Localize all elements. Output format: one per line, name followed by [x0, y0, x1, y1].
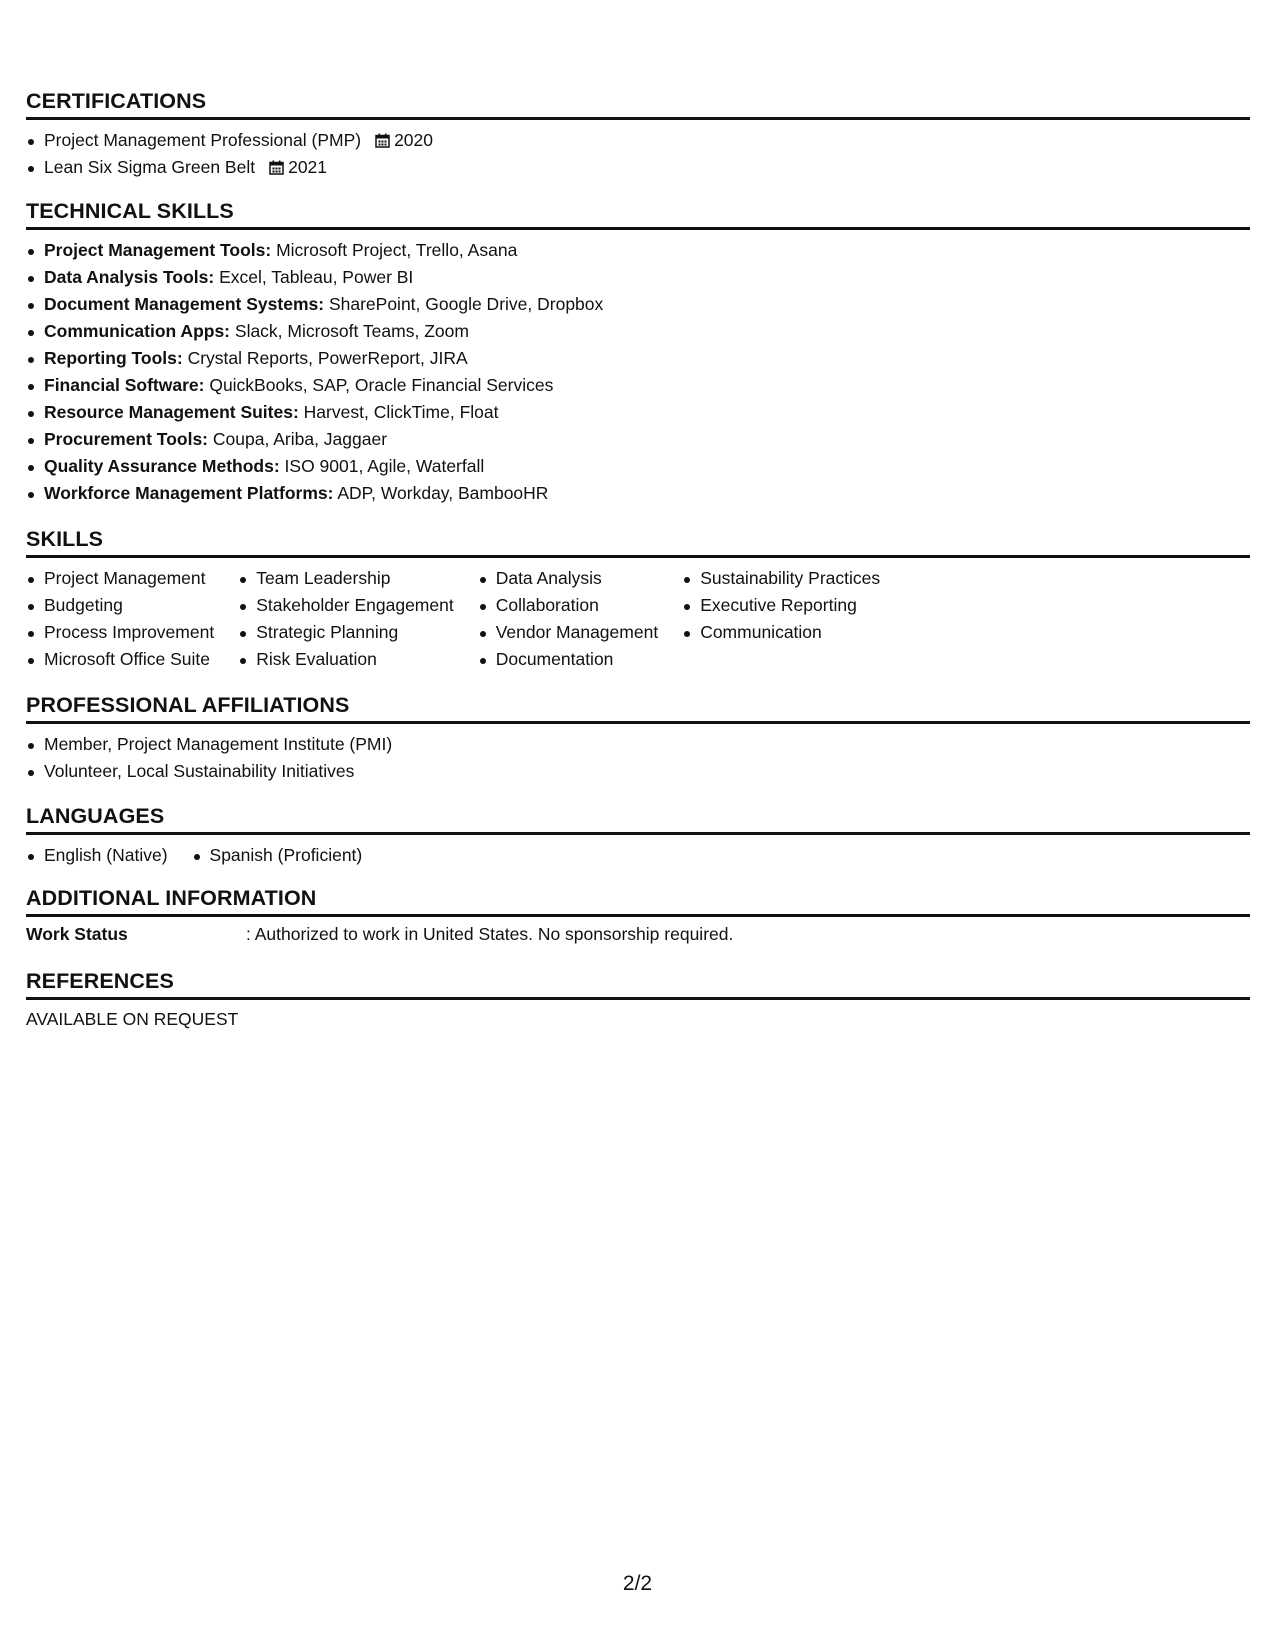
skill-item: Vendor Management: [478, 619, 658, 646]
skill-item: Team Leadership: [238, 565, 454, 592]
certifications-list: [26, 127, 1250, 181]
certifications-heading: CERTIFICATIONS: [26, 88, 1250, 120]
technical-skill-item: [26, 399, 1250, 426]
technical-skill-label: Procurement Tools:: [44, 429, 209, 449]
references-section: [26, 968, 1250, 1033]
technical-skill-item: [26, 453, 1250, 480]
page-number: 2/2: [622, 1572, 653, 1595]
skill-item: Sustainability Practices: [682, 565, 880, 592]
skill-item: Data Analysis: [478, 565, 658, 592]
certification-item: [26, 154, 1250, 181]
technical-skill-label: Resource Management Suites:: [44, 402, 299, 422]
technical-skill-label: Communication Apps:: [44, 321, 231, 341]
technical-skill-label: Quality Assurance Methods:: [44, 456, 280, 476]
technical-skill-label: Project Management Tools:: [44, 240, 272, 260]
technical-skill-item: [26, 264, 1250, 291]
technical-skill-value: Slack, Microsoft Teams, Zoom: [234, 321, 469, 341]
technical-skill-label: Document Management Systems:: [44, 294, 325, 314]
technical-skill-value: QuickBooks, SAP, Oracle Financial Services: [209, 375, 554, 395]
skill-item: Process Improvement: [26, 619, 214, 646]
skill-item: Strategic Planning: [238, 619, 454, 646]
technical-skills-section: [26, 198, 1250, 507]
skills-column: [238, 565, 454, 673]
technical-skills-list: [26, 237, 1250, 507]
certification-item: [26, 127, 1250, 154]
languages-heading: LANGUAGES: [26, 803, 1250, 835]
technical-skill-label: Workforce Management Platforms:: [44, 483, 334, 503]
skills-heading: SKILLS: [26, 526, 1250, 558]
skill-item: Project Management: [26, 565, 214, 592]
technical-skill-value: Coupa, Ariba, Jaggaer: [212, 429, 388, 449]
skill-item: Communication: [682, 619, 880, 646]
technical-skill-value: ISO 9001, Agile, Waterfall: [284, 456, 485, 476]
skills-column: [682, 565, 880, 673]
language-item: English (Native): [26, 842, 168, 869]
skill-item: Microsoft Office Suite: [26, 646, 214, 673]
calendar-icon: [269, 160, 284, 175]
skills-column: [478, 565, 658, 673]
technical-skill-label: Reporting Tools:: [44, 348, 183, 368]
skill-item: Risk Evaluation: [238, 646, 454, 673]
technical-skill-item: [26, 426, 1250, 453]
additional-info-section: [26, 885, 1250, 948]
calendar-icon: [375, 133, 390, 148]
work-status-row: [26, 921, 1250, 948]
skill-item: Collaboration: [478, 592, 658, 619]
technical-skills-heading: TECHNICAL SKILLS: [26, 198, 1250, 230]
technical-skill-value: Harvest, ClickTime, Float: [303, 402, 499, 422]
references-text: AVAILABLE ON REQUEST: [26, 1009, 239, 1029]
skill-item: Documentation: [478, 646, 658, 673]
certification-year: 2020: [394, 130, 434, 150]
additional-info-heading: ADDITIONAL INFORMATION: [26, 885, 1250, 917]
certification-year: 2021: [288, 157, 328, 177]
technical-skill-item: [26, 480, 1250, 507]
affiliations-list: [26, 731, 1250, 785]
technical-skill-value: Excel, Tableau, Power BI: [219, 267, 414, 287]
affiliations-section: [26, 692, 1250, 785]
affiliation-item: Member, Project Management Institute (PMI): [26, 731, 1250, 758]
certification-name: Lean Six Sigma Green Belt: [44, 157, 256, 177]
references-heading: REFERENCES: [26, 968, 1250, 1000]
technical-skill-label: Financial Software:: [44, 375, 205, 395]
skill-item: Executive Reporting: [682, 592, 880, 619]
skills-column: [26, 565, 214, 673]
technical-skill-value: ADP, Workday, BambooHR: [337, 483, 549, 503]
technical-skill-value: Microsoft Project, Trello, Asana: [276, 240, 518, 260]
skills-section: [26, 526, 1250, 673]
language-item: Spanish (Proficient): [192, 842, 363, 869]
affiliation-item: Volunteer, Local Sustainability Initiatives: [26, 758, 1250, 785]
technical-skill-label: Data Analysis Tools:: [44, 267, 215, 287]
technical-skill-item: [26, 237, 1250, 264]
technical-skill-value: SharePoint, Google Drive, Dropbox: [328, 294, 604, 314]
languages-list: [26, 842, 1250, 869]
technical-skill-value: Crystal Reports, PowerReport, JIRA: [187, 348, 468, 368]
skill-item: Stakeholder Engagement: [238, 592, 454, 619]
work-status-label: Work Status: [26, 924, 128, 944]
skills-grid: [26, 565, 1250, 673]
technical-skill-item: [26, 318, 1250, 345]
certification-name: Project Management Professional (PMP): [44, 130, 362, 150]
skill-item: Budgeting: [26, 592, 214, 619]
affiliations-heading: PROFESSIONAL AFFILIATIONS: [26, 692, 1250, 724]
technical-skill-item: [26, 291, 1250, 318]
technical-skill-item: [26, 372, 1250, 399]
work-status-value: : Authorized to work in United States. No sponsorship required.: [246, 924, 734, 944]
technical-skill-item: [26, 345, 1250, 372]
certifications-section: [26, 88, 1250, 181]
languages-section: [26, 803, 1250, 869]
